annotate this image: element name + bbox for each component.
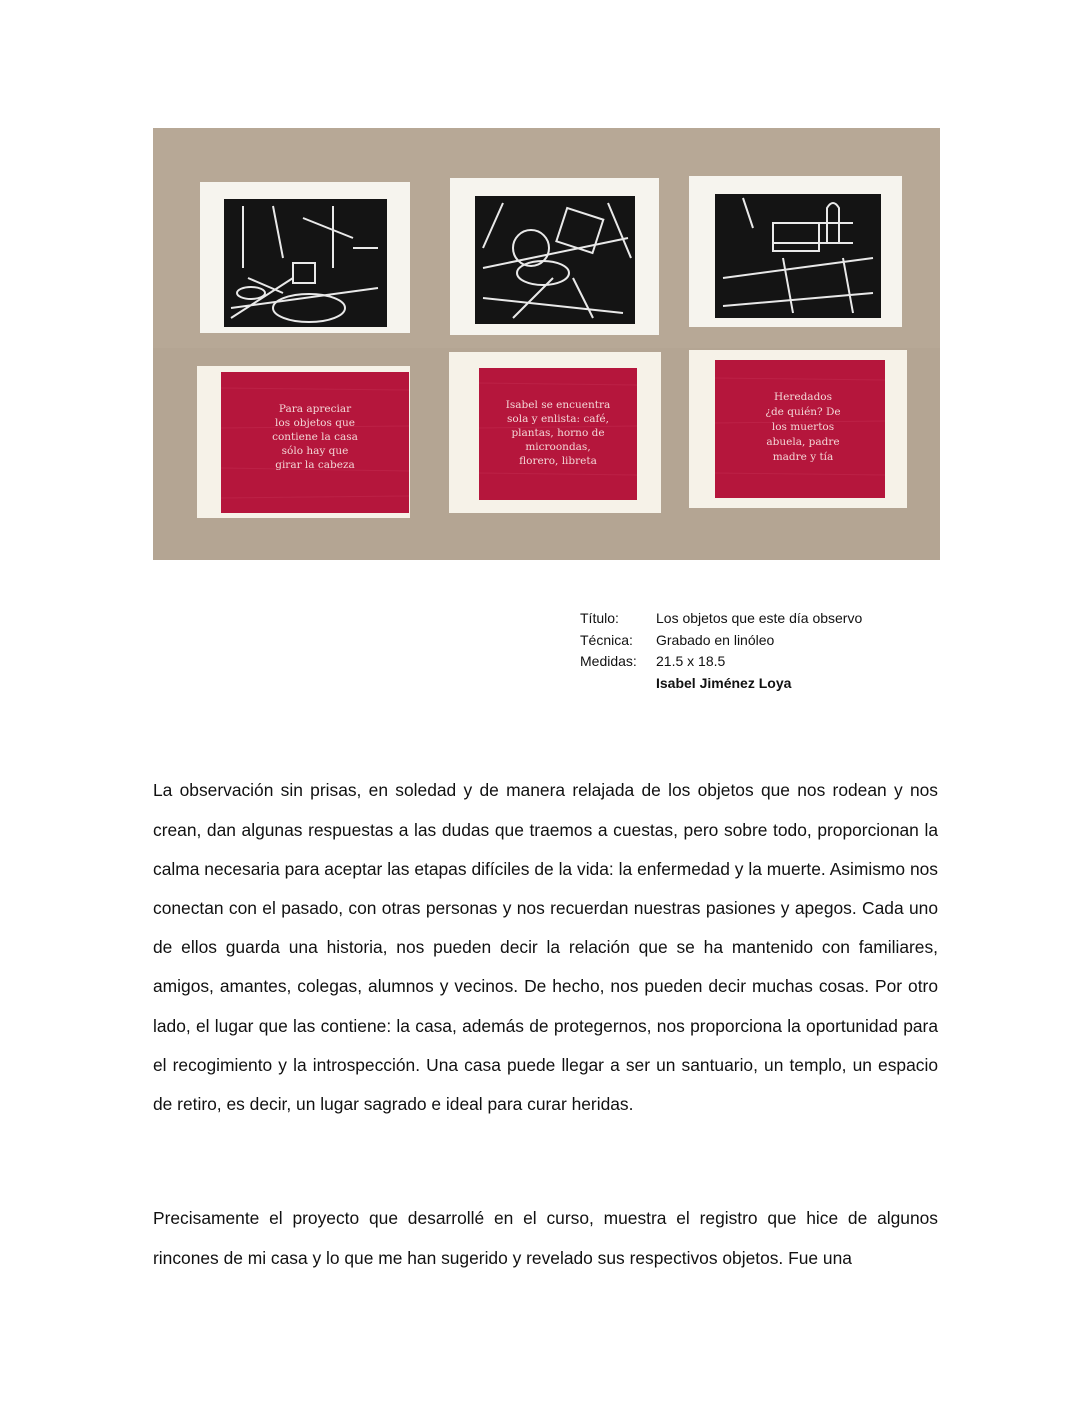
card-1-line-1: Para apreciar [278, 403, 352, 415]
caption-size-row [580, 651, 862, 673]
print-kitchen-window [200, 182, 410, 333]
card-3-line-3: los muertos [771, 421, 835, 433]
card-3-line-2: ¿de quién? De [765, 406, 841, 418]
body-paragraph-1: La observación sin prisas, en soledad y de manera relajada de los objetos que nos rodean y nos crean, dan algunas respuestas a las dudas que traemos a cuestas, pero sobre todo, proporcionan la calma necesaria para aceptar las etapas difíciles de la vida: la enfermedad y la muerte. Asimismo nos conectan con el pasado, con otras personas y nos recuerdan nuestras pasiones y apegos. Cada uno de ellos guarda una historia, nos pueden decir la relación que se ha mantenido con familiares, amigos, amantes, colegas, alumnos y vecinos. De hecho, nos pueden decir muchas cosas. Por otro lado, el lugar que las contiene: la casa, además de protegernos, nos proporciona la oportunidad para el recogimiento y la introspección. Una casa puede llegar a ser un santuario, un templo, un espacio de retiro, es decir, un lugar sagrado e ideal para curar heridas. [153, 780, 938, 1115]
author-name: Isabel Jiménez Loya [656, 674, 792, 691]
size-value: 21.5 x 18.5 [656, 653, 726, 669]
technique-value: Grabado en linóleo [656, 631, 775, 648]
linocut-prints-image [153, 128, 940, 560]
text-card-3 [689, 350, 907, 508]
print-coffee-pot [450, 178, 659, 335]
card-2-line-1: Isabel se encuentra [505, 399, 611, 411]
text-card-1 [197, 366, 410, 518]
card-2-line-5: florero, libreta [519, 455, 597, 467]
print-teapot-table [689, 176, 902, 327]
artwork-photo [153, 128, 940, 560]
body-paragraph-2: Precisamente el proyecto que desarrollé en el curso, muestra el registro que hice de algunos rincones de mi casa y lo que me han sugerido y revelado sus respectivos objetos. Fue una [153, 1208, 938, 1268]
text-card-2 [449, 352, 661, 513]
card-1-line-2: los objetos que [275, 417, 355, 429]
title-label: Título: [580, 610, 619, 626]
card-1-line-3: contiene la casa [272, 431, 358, 443]
card-2-line-4: microondas, [525, 441, 591, 453]
card-3-line-4: abuela, padre [766, 436, 840, 448]
artwork-caption [580, 608, 862, 694]
technique-label: Técnica: [580, 631, 633, 648]
card-2-line-2: sola y enlista: café, [507, 413, 609, 425]
card-1-line-4: sólo hay que [281, 445, 349, 457]
card-3-line-5: madre y tía [772, 451, 834, 463]
caption-technique-row [580, 630, 862, 652]
card-1-line-5: girar la cabeza [275, 459, 355, 471]
caption-author-row [580, 673, 862, 695]
card-2-line-3: plantas, horno de [511, 427, 605, 439]
card-3-line-1: Heredados [773, 391, 833, 403]
caption-title-row [580, 608, 862, 630]
title-value: Los objetos que este día observo [656, 610, 863, 626]
size-label: Medidas: [580, 653, 637, 669]
